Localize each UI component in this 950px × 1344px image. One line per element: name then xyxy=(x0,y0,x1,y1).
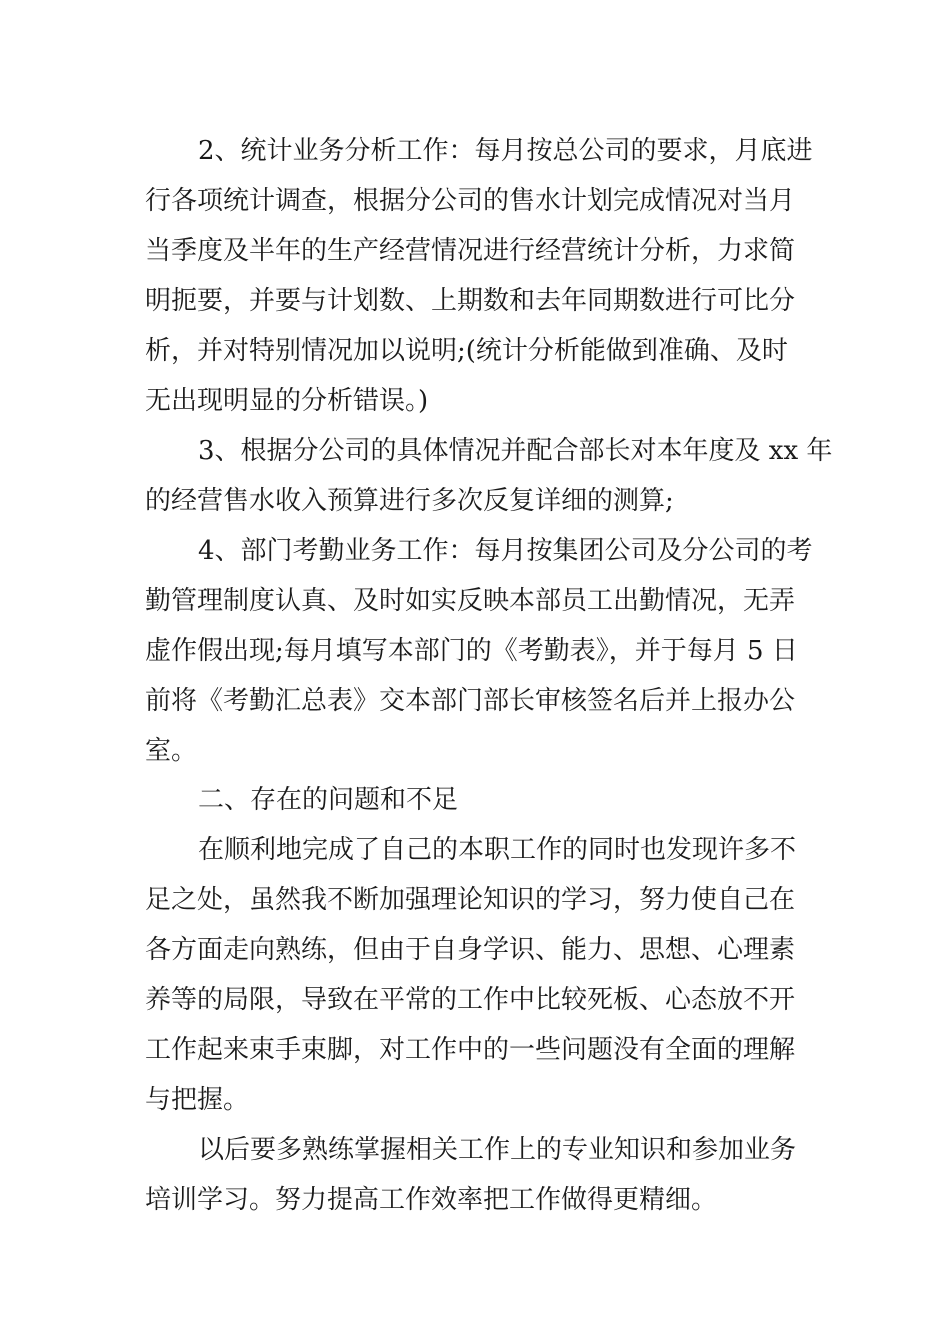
text-line: 室。 xyxy=(145,736,198,766)
text-line: 的经营售水收入预算进行多次反复详细的测算; xyxy=(145,486,674,516)
text-line: 明扼要，并要与计划数、上期数和去年同期数进行可比分 xyxy=(145,286,796,316)
text-line: 2、统计业务分析工作：每月按总公司的要求，月底进 xyxy=(198,136,813,166)
text-line: 在顺利地完成了自己的本职工作的同时也发现许多不 xyxy=(198,835,797,865)
text-line: 行各项统计调查，根据分公司的售水计划完成情况对当月 xyxy=(145,186,796,216)
text-line: 勤管理制度认真、及时如实反映本部员工出勤情况，无弄 xyxy=(145,586,796,616)
text-line: 虚作假出现;每月填写本部门的《考勤表》，并于每月 5 日 xyxy=(145,636,798,666)
text-line: 与把握。 xyxy=(145,1085,250,1115)
text-line: 前将《考勤汇总表》交本部门部长审核签名后并上报办公 xyxy=(145,686,796,716)
text-line: 析，并对特别情况加以说明;(统计分析能做到准确、及时 xyxy=(145,336,788,366)
text-line: 足之处，虽然我不断加强理论知识的学习，努力使自己在 xyxy=(145,885,796,915)
text-line: 3、根据分公司的具体情况并配合部长对本年度及 xx 年 xyxy=(198,436,833,466)
text-line: 各方面走向熟练，但由于自身学识、能力、思想、心理素 xyxy=(145,935,796,965)
text-line: 工作起来束手束脚，对工作中的一些问题没有全面的理解 xyxy=(145,1035,796,1065)
text-line: 无出现明显的分析错误。) xyxy=(145,386,429,416)
text-line: 养等的局限，导致在平常的工作中比较死板、心态放不开 xyxy=(145,985,796,1015)
text-line: 4、部门考勤业务工作：每月按集团公司及分公司的考 xyxy=(198,536,813,566)
text-line: 当季度及半年的生产经营情况进行经营统计分析，力求简 xyxy=(145,236,796,266)
text-line: 培训学习。努力提高工作效率把工作做得更精细。 xyxy=(145,1185,718,1215)
text-line: 以后要多熟练掌握相关工作上的专业知识和参加业务 xyxy=(198,1135,797,1165)
section-heading: 二、存在的问题和不足 xyxy=(198,785,459,815)
